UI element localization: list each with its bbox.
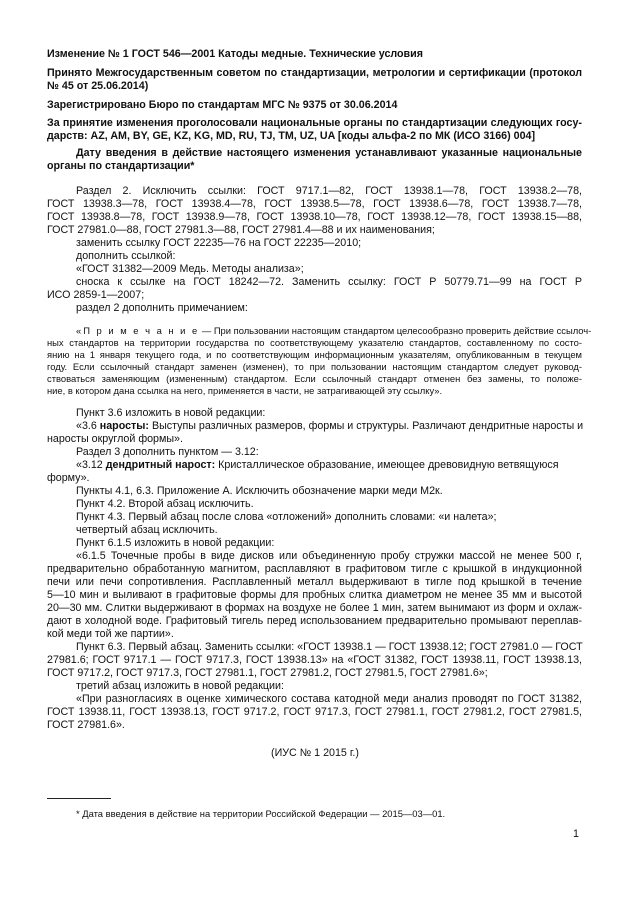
body-line: Пункт 4.2. Второй абзац исключить.: [76, 498, 254, 510]
term-number: «3.6: [76, 420, 100, 432]
body-line: четвертый абзац исключить.: [76, 524, 218, 536]
body-line: 20—30 мм. Слитки выдерживают в формах на воздухе не более 1 мин, затем вынимают из форм и охлаж-: [47, 602, 582, 614]
body-line: дают в холодной воде. Графитовый тигель перед использованием предварительно промывают переплав-: [47, 615, 582, 627]
body-line: ИСО 2859-1—2007;: [47, 289, 145, 301]
page-number: 1: [573, 828, 579, 840]
adopted-line-2: № 45 от 25.06.2014): [47, 80, 149, 92]
body-line: ГОСТ 13938.8—78, ГОСТ 13938.9—78, ГОСТ 13938.10—78, ГОСТ 13938.12—78, ГОСТ 13938.15—88,: [47, 211, 582, 223]
body-line: наросты округлой формы».: [47, 433, 183, 445]
note-line: году. Если ссылочный стандарт заменен (изменен), то при пользовании настоящим стандартом следует руковод-: [47, 361, 582, 372]
term-definition: Кристаллическое образование, имеющее древовидную ветвящуюся: [215, 459, 559, 471]
body-line: [76, 459, 558, 472]
adopted-line-1: Принято Межгосударственным советом по стандартизации, метрологии и сертификации (протокол: [47, 67, 582, 79]
body-line: заменить ссылку ГОСТ 22235—76 на ГОСТ 22235—2010;: [76, 237, 362, 249]
term-name: наросты:: [99, 420, 149, 432]
footnote-divider: [47, 798, 111, 799]
body-line: ГОСТ 9717.2, ГОСТ 9717.3, ГОСТ 27981.1, ГОСТ 27981.2, ГОСТ 27981.5, ГОСТ 27981.6»;: [47, 667, 488, 679]
body-line: «ГОСТ 31382—2009 Медь. Методы анализа»;: [76, 263, 304, 275]
body-line: Пункт 6.1.5 изложить в новой редакции:: [76, 537, 275, 549]
body-line: Раздел 3 дополнить пунктом — 3.12:: [76, 446, 259, 458]
note-line: ствоваться заменяющим (измененным) стандартом. Если ссылочный стандарт отменен без замены, то положе-: [47, 373, 582, 384]
term-definition: Выступы различных размеров, формы и структуры. Различают дендритные наросты и: [148, 420, 584, 432]
body-line: раздел 2 дополнить примечанием:: [76, 302, 248, 314]
amendment-title: Изменение № 1 ГОСТ 546—2001 Катоды медные. Технические условия: [47, 48, 423, 60]
body-line: Раздел 2. Исключить ссылки: ГОСТ 9717.1—82, ГОСТ 13938.1—78, ГОСТ 13938.2—78,: [76, 185, 582, 197]
body-line: Пункт 3.6 изложить в новой редакции:: [76, 407, 266, 419]
note-line: ние, в котором дана ссылка на него, применяется в части, не затрагивающей эту ссылку».: [47, 385, 443, 396]
footnote: * Дата введения в действие на территории Российской Федерации — 2015—03—01.: [76, 808, 446, 819]
body-line: ГОСТ 13938.3—78, ГОСТ 13938.4—78, ГОСТ 13938.5—78, ГОСТ 13938.6—78, ГОСТ 13938.7—78,: [47, 198, 582, 210]
body-line: 5—10 мин и выливают в графитовые формы для пробных слитка диаметром не менее 35 мм и высотой: [47, 589, 582, 601]
body-line: ГОСТ 27981.0—88, ГОСТ 27981.3—88, ГОСТ 27981.4—88 и их наименования;: [47, 224, 435, 236]
effective-date-line-1: Дату введения в действие настоящего изменения устанавливают указанные национальные: [76, 147, 582, 159]
body-line: дополнить ссылкой:: [76, 250, 176, 262]
note-line: янию на 1 января текущего года, и по соответствующим информационным указателям, опубликованным в текущем: [47, 349, 582, 360]
voted-line-2: дарств: AZ, AM, BY, GE, KZ, KG, MD, RU, TJ, TM, UZ, UA [коды альфа-2 по МК (ИСО 3166) 004]: [47, 130, 536, 142]
registered-line: Зарегистрировано Бюро по стандартам МГС № 9375 от 30.06.2014: [47, 99, 398, 111]
body-line: Пункт 6.3. Первый абзац. Заменить ссылки: «ГОСТ 13938.1 — ГОСТ 13938.12; ГОСТ 27981.0 — ГОСТ: [76, 641, 583, 653]
body-line: [76, 420, 583, 433]
body-line: предварительно обработанную магнитом, расплавляют в графитовом тигле с крышкой в индукционной: [47, 563, 582, 575]
body-line: ГОСТ 27981.6».: [47, 719, 125, 731]
note-text: — При пользовании настоящим стандартом целесообразно проверить действие ссылоч-: [199, 325, 592, 336]
voted-line-1: За принятие изменения проголосовали национальные органы по стандартизации следующих госу-: [47, 117, 582, 129]
body-line: печи или печи сопротивления. Расплавленный металл выдерживают в тигле под крышкой в течение: [47, 576, 582, 588]
body-line: 27981.6; ГОСТ 9717.1 — ГОСТ 9717.3, ГОСТ 13938.13» на «ГОСТ 31382, ГОСТ 13938.11, ГОСТ 13938.13,: [47, 654, 582, 666]
body-line: третий абзац изложить в новой редакции:: [76, 680, 284, 692]
body-line: ГОСТ 13938.11, ГОСТ 13938.13, ГОСТ 9717.2, ГОСТ 9717.3, ГОСТ 27981.1, ГОСТ 27981.2, ГОСТ 27981.5,: [47, 706, 582, 718]
effective-date-line-2: органы по стандартизации*: [47, 160, 195, 172]
note-label: «П р и м е ч а н и е: [76, 325, 200, 336]
body-line: Пункты 4.1, 6.3. Приложение А. Исключить обозначение марки меди М2к.: [76, 485, 443, 497]
body-line: «При разногласиях в оценке химического состава катодной меди анализ проводят по ГОСТ 31382,: [76, 693, 582, 705]
term-number: «3.12: [76, 459, 106, 471]
body-line: кой меди той же партии».: [47, 628, 174, 640]
body-line: сноска к ссылке на ГОСТ 18242—72. Заменить ссылку: ГОСТ Р 50779.71—99 на ГОСТ Р: [76, 276, 582, 288]
note-line: ных стандартов на территории государства по соответствующему указателю стандартов, составленному по состо-: [47, 337, 582, 348]
body-line: Пункт 4.3. Первый абзац после слова «отложений» дополнить словами: «и налета»;: [76, 511, 497, 523]
term-name: дендритный нарост:: [105, 459, 216, 471]
body-line: «6.1.5 Точечные пробы в виде дисков или объединенную пробу стружки массой не менее 500 г,: [76, 550, 582, 562]
body-line: форму».: [47, 472, 90, 484]
ius-reference: (ИУС № 1 2015 г.): [271, 747, 359, 759]
